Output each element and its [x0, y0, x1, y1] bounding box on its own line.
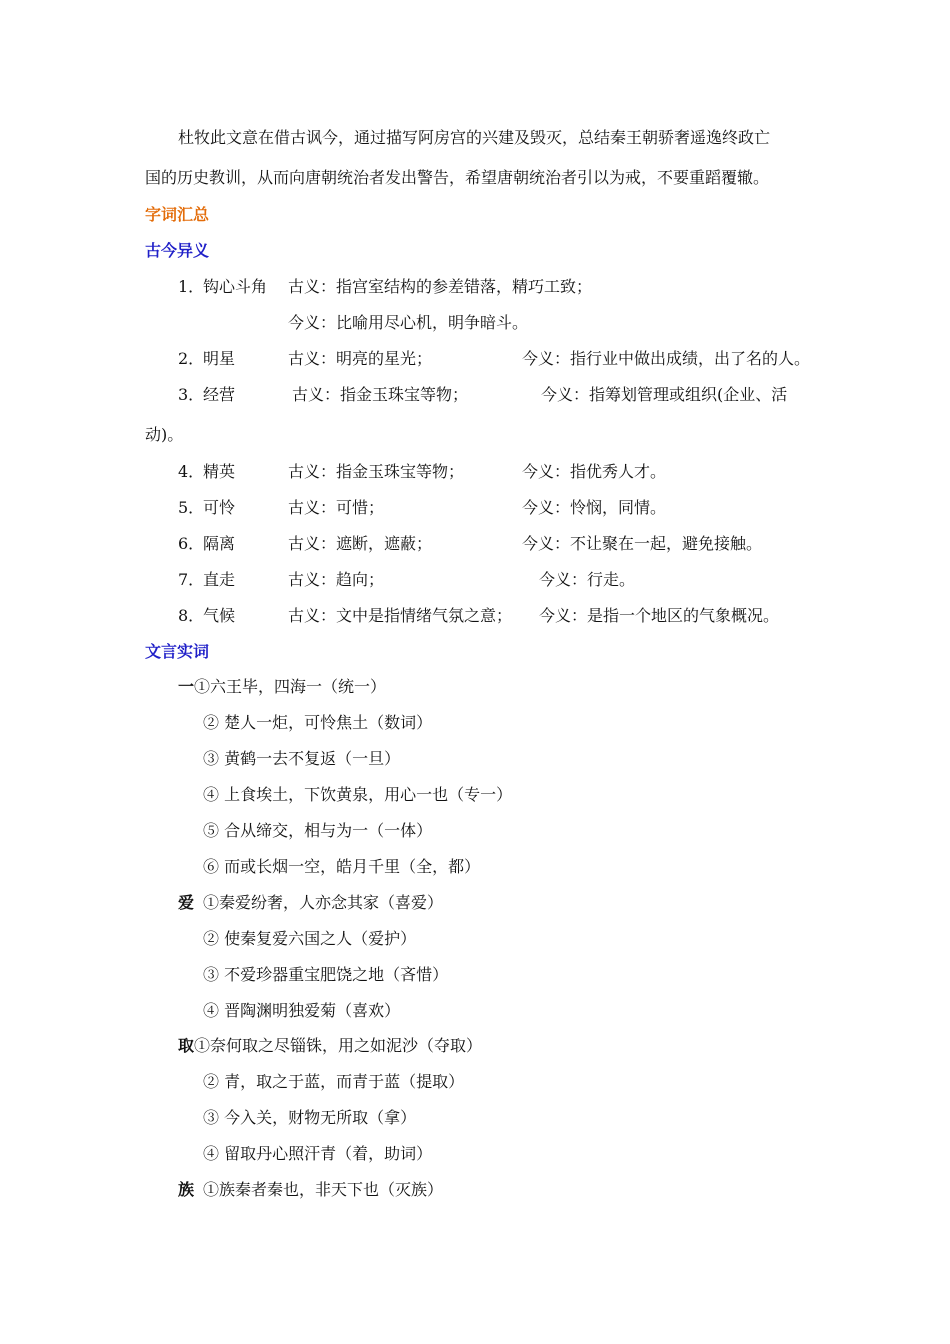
gujin-gu: 古义：可惜； [288, 498, 385, 517]
gujin-jin: 今义：行走。 [539, 570, 636, 589]
gujin-jin: 今义：指行业中做出成绩，出了名的人。 [522, 349, 811, 368]
section-heading-summary: 字词汇总 [145, 205, 210, 224]
gujin-num: 3． [178, 385, 205, 404]
gujin-num: 4． [178, 462, 205, 481]
gujin-word: 经营 [203, 385, 236, 404]
gujin-gu: 古义：指宫室结构的参差错落，精巧工致； [288, 277, 593, 296]
gujin-word: 钩心斗角 [203, 277, 268, 296]
gujin-jin: 今义：指优秀人才。 [522, 462, 667, 481]
gujin-gu: 古义：指金玉珠宝等物； [292, 385, 469, 404]
gujin-word: 精英 [203, 462, 236, 481]
gujin-gu: 古义：趋向； [288, 570, 385, 589]
shici-item: ② 使秦复爱六国之人（爱护） [203, 929, 417, 948]
gujin-jin: 今义：是指一个地区的气象概况。 [539, 606, 780, 625]
gujin-gu: 古义：指金玉珠宝等物； [288, 462, 465, 481]
gujin-num: 7． [178, 570, 205, 589]
section-heading-shici: 文言实词 [145, 642, 210, 661]
shici-char: 族 [178, 1180, 195, 1199]
gujin-jin: 今义：比喻用尽心机，明争暗斗。 [288, 313, 529, 332]
gujin-num: 6． [178, 534, 205, 553]
gujin-gu: 古义：遮断，遮蔽； [288, 534, 433, 553]
shici-item: ①六王毕，四海一（统一） [194, 677, 387, 696]
shici-item: ② 楚人一炬，可怜焦土（数词） [203, 713, 433, 732]
shici-char: 取 [178, 1036, 195, 1055]
shici-item: ③ 黄鹤一去不复返（一旦） [203, 749, 401, 768]
shici-item: ④ 上食埃土，下饮黄泉，用心一也（专一） [203, 785, 513, 804]
gujin-jin: 今义：不让聚在一起，避免接触。 [522, 534, 763, 553]
intro-line-2: 国的历史教训，从而向唐朝统治者发出警告，希望唐朝统治者引以为戒，不要重蹈覆辙。 [145, 168, 770, 187]
section-heading-gujin: 古今异义 [145, 241, 210, 260]
gujin-gu: 古义：文中是指情绪气氛之意； [288, 606, 513, 625]
shici-item: ④ 留取丹心照汗青（着，助词） [203, 1144, 433, 1163]
shici-item: ④ 晋陶渊明独爱菊（喜欢） [203, 1001, 401, 1020]
gujin-word: 可怜 [203, 498, 236, 517]
shici-item: ①秦爱纷奢，人亦念其家（喜爱） [203, 893, 444, 912]
shici-item: ③ 不爱珍器重宝肥饶之地（吝惜） [203, 965, 449, 984]
shici-item: ①族秦者秦也，非天下也（灭族） [203, 1180, 444, 1199]
shici-item: ①奈何取之尽锱铢，用之如泥沙（夺取） [194, 1036, 483, 1055]
gujin-jin-continued: 动)。 [145, 425, 184, 444]
gujin-num: 2． [178, 349, 205, 368]
gujin-word: 明星 [203, 349, 236, 368]
shici-item: ⑥ 而或长烟一空，皓月千里（全，都） [203, 857, 481, 876]
shici-item: ② 青，取之于蓝，而青于蓝（提取） [203, 1072, 465, 1091]
gujin-jin: 今义：指筹划管理或组织(企业、活 [541, 385, 788, 404]
gujin-num: 8． [178, 606, 205, 625]
shici-item: ③ 今入关，财物无所取（拿） [203, 1108, 417, 1127]
gujin-word: 隔离 [203, 534, 236, 553]
gujin-num: 1． [178, 277, 205, 296]
gujin-word: 气候 [203, 606, 236, 625]
gujin-num: 5． [178, 498, 205, 517]
intro-line-1: 杜牧此文意在借古讽今，通过描写阿房宫的兴建及毁灭，总结秦王朝骄奢遥逸终政亡 [178, 128, 771, 147]
gujin-word: 直走 [203, 570, 236, 589]
shici-char: 爱 [178, 893, 195, 912]
gujin-gu: 古义：明亮的星光； [288, 349, 433, 368]
shici-char: 一 [178, 677, 195, 696]
gujin-jin: 今义：怜悯，同情。 [522, 498, 667, 517]
shici-item: ⑤ 合从缔交，相与为一（一体） [203, 821, 433, 840]
